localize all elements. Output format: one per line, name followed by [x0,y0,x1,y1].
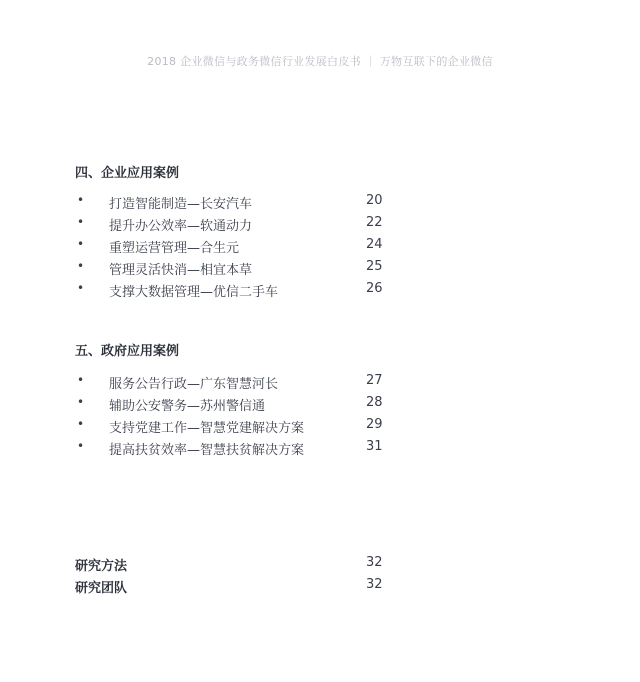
toc-page-number: 28 [366,395,383,410]
toc-page-number: 27 [366,373,383,388]
toc-entry-label: 研究方法 [75,559,128,574]
toc-entry-label: 研究团队 [75,581,128,596]
bullet-icon: • [77,417,85,431]
toc-row[interactable] [0,395,640,417]
toc-entry-label: 服务公告行政—广东智慧河长 [109,377,279,392]
toc-row[interactable] [0,237,640,259]
toc-entry-label: 重塑运营管理—合生元 [109,241,240,256]
toc-row[interactable] [0,281,640,303]
bullet-icon: • [77,281,85,295]
bullet-icon: • [77,439,85,453]
toc-entry-label: 支撑大数据管理—优信二手车 [109,285,279,300]
toc-row-research-team[interactable] [0,577,640,599]
toc-entry-label: 提高扶贫效率—智慧扶贫解决方案 [109,443,305,458]
bullet-icon: • [77,259,85,273]
toc-row[interactable] [0,215,640,237]
toc-entry-label: 辅助公安警务—苏州警信通 [109,399,266,414]
toc-entry-label: 提升办公效率—软通动力 [109,219,253,234]
bullet-icon: • [77,395,85,409]
section-title-government-cases: 五、政府应用案例 [75,344,180,359]
bullet-icon: • [77,193,85,207]
toc-page-number: 31 [366,439,383,454]
section-title-enterprise-cases: 四、企业应用案例 [75,166,180,181]
toc-entry-label: 管理灵活快消—相宜本草 [109,263,253,278]
bullet-icon: • [77,237,85,251]
toc-entry-label: 支持党建工作—智慧党建解决方案 [109,421,305,436]
toc-entry-label: 打造智能制造—长安汽车 [109,197,253,212]
toc-page-number: 32 [366,555,383,570]
toc-page-number: 32 [366,577,383,592]
toc-page-number: 20 [366,193,383,208]
toc-row[interactable] [0,259,640,281]
toc-row[interactable] [0,417,640,439]
toc-page-number: 26 [366,281,383,296]
toc-row[interactable] [0,439,640,461]
bullet-icon: • [77,373,85,387]
toc-row-research-methods[interactable] [0,555,640,577]
document-header: 2018 企业微信与政务微信行业发展白皮书 ｜ 万物互联下的企业微信 [147,55,493,68]
toc-row[interactable] [0,193,640,215]
toc-page-number: 29 [366,417,383,432]
bullet-icon: • [77,215,85,229]
toc-page-number: 25 [366,259,383,274]
toc-row[interactable] [0,373,640,395]
toc-page-number: 24 [366,237,383,252]
toc-page-number: 22 [366,215,383,230]
